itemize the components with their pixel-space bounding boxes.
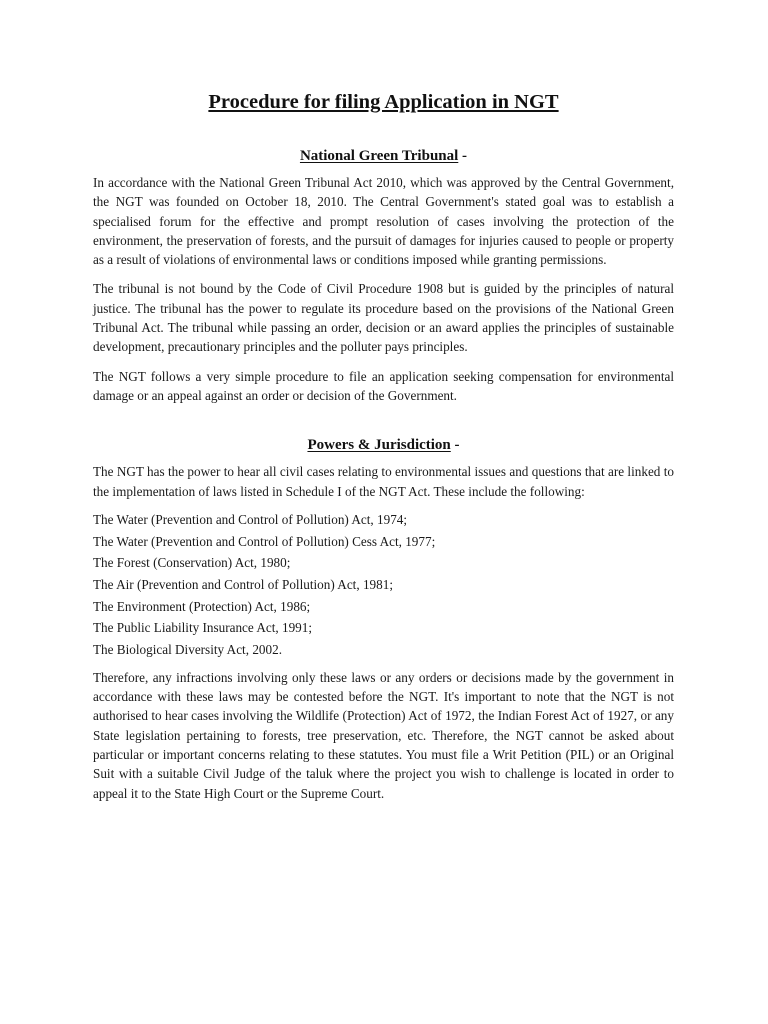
list-item: The Air (Prevention and Control of Pollution) Act, 1981; [93, 576, 393, 592]
section-powers-jurisdiction [93, 435, 674, 803]
list-item: The Biological Diversity Act, 2002. [93, 642, 282, 658]
acts-list [93, 509, 674, 661]
paragraph: Therefore, any infractions involving only these laws or any orders or decisions made by the government in accordance with these laws may be contested before the NGT. It's important to note that the NGT is not authorised to hear cases involving the Wildlife (Protection) Act of 1972, the Indian Forest Act of 1927, or any State legislation pertaining to forests, tree preservation, etc. Therefore, the NGT cannot be asked about particular or important concerns relating to these statutes. You must file a Writ Petition (PIL) or an Original Suit with a suitable Civil Judge of the taluk where the project you wish to challenge is located in order to appeal it to the State High Court or the Supreme Court. [93, 669, 674, 801]
section-heading [93, 435, 674, 455]
section-heading-text: Powers & Jurisdiction [307, 437, 451, 454]
list-item: The Water (Prevention and Control of Pollution) Act, 1974; [93, 511, 408, 527]
section-heading-text: National Green Tribunal [299, 148, 459, 164]
section-heading [93, 146, 674, 166]
paragraph: The tribunal is not bound by the Code of Civil Procedure 1908 but is guided by the principles of natural justice. The tribunal has the power to regulate its procedure based on the provisions of the National Green Tribunal Act. The tribunal while passing an order, decision or an award applies the principles of sustainable development, precautionary principles and the polluter pays principles. [93, 281, 674, 355]
list-item: The Forest (Conservation) Act, 1980; [93, 555, 291, 571]
section-national-green-tribunal [93, 146, 674, 405]
list-item: The Water (Prevention and Control of Pollution) Cess Act, 1977; [93, 533, 436, 549]
paragraph: The NGT follows a very simple procedure to file an application seeking compensation for environmental damage or an appeal against an order or decision of the Government. [93, 368, 674, 403]
list-item: The Environment (Protection) Act, 1986; [93, 598, 311, 614]
paragraph: In accordance with the National Green Tribunal Act 2010, which was approved by the Central Government, the NGT was founded on October 18, 2010. The Central Government's stated goal was to establish a specialised forum for the effective and prompt resolution of cases involving the protection of the environment, the preservation of forests, and the pursuit of damages for injuries caused to people or property as a result of violations of environmental laws or conditions imposed while granting permissions. [93, 175, 674, 268]
list-item: The Public Liability Insurance Act, 1991; [93, 620, 313, 636]
section-heading-dash: - [462, 148, 468, 164]
document-title: Procedure for filing Application in NGT [208, 91, 559, 113]
paragraph: The NGT has the power to hear all civil cases relating to environmental issues and questions that are linked to the implementation of laws listed in Schedule I of the NGT Act. These include the following: [93, 464, 674, 499]
section-heading-dash: - [454, 437, 460, 454]
document-page [93, 86, 674, 803]
